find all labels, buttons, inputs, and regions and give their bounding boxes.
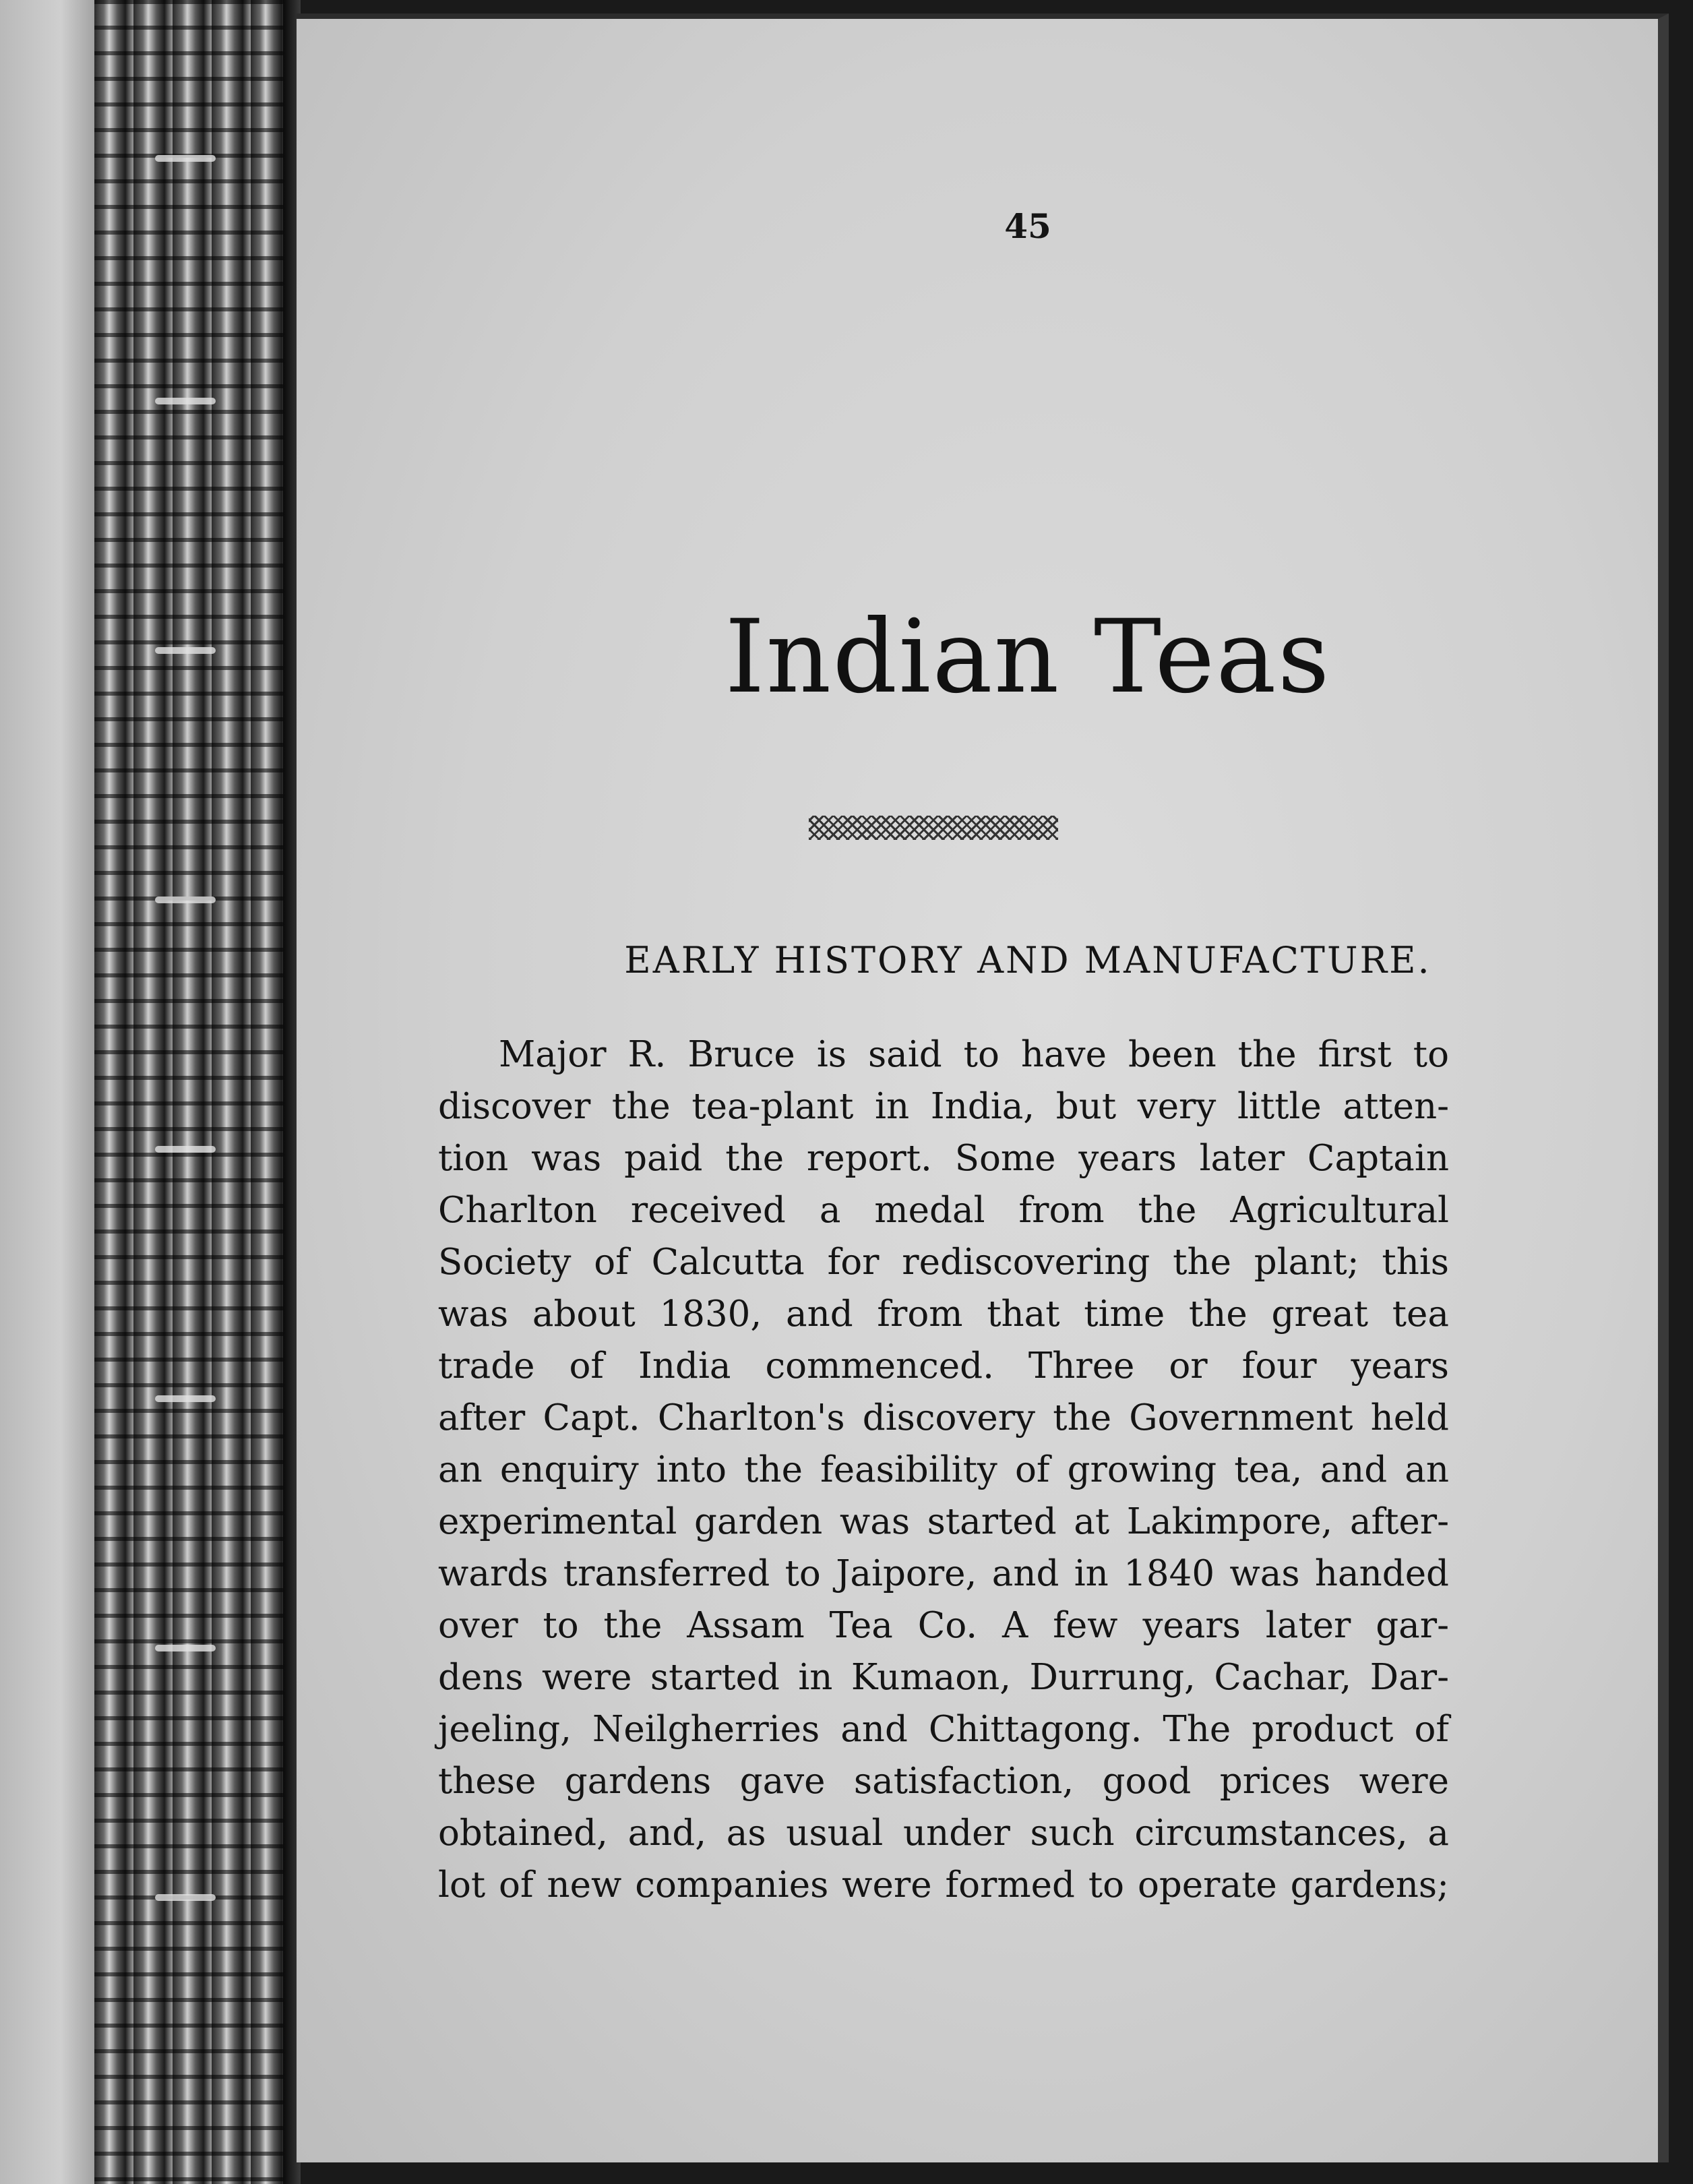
text-line: obtained, and, as usual under such circumstances, a <box>438 1813 1449 1854</box>
text-line: Society of Calcutta for rediscovering the plant; this <box>438 1242 1449 1283</box>
text-line: these gardens gave satisfaction, good prices were <box>438 1761 1449 1802</box>
text-line: tion was paid the report. Some years later Captain <box>438 1138 1449 1179</box>
spine-stitch <box>155 897 216 903</box>
spine-stitch <box>155 398 216 404</box>
text-line: dens were started in Kumaon, Durrung, Cachar, Dar- <box>438 1657 1449 1698</box>
text-line: jeeling, Neilgherries and Chittagong. The product of <box>438 1709 1449 1750</box>
body-paragraph <box>438 1029 1449 1911</box>
spine-stitch <box>155 155 216 162</box>
book-spine <box>94 0 297 2184</box>
text-line: wards transferred to Jaipore, and in 1840 was handed <box>438 1553 1449 1594</box>
text-line: was about 1830, and from that time the great tea <box>438 1294 1449 1335</box>
spine-stitch <box>155 1146 216 1153</box>
right-page <box>297 13 1669 2162</box>
text-line: trade of India commenced. Three or four years <box>438 1345 1449 1387</box>
text-line: lot of new companies were formed to operate gardens; <box>438 1864 1449 1906</box>
section-heading: EARLY HISTORY AND MANUFACTURE. <box>624 939 1432 981</box>
page-title: Indian Teas <box>725 599 1331 716</box>
spine-stitch <box>155 1395 216 1402</box>
spine-stitch <box>155 647 216 654</box>
text-line: discover the tea-plant in India, but very little atten- <box>438 1086 1449 1127</box>
spine-stitch <box>155 1894 216 1901</box>
decorative-ornament <box>809 816 1058 840</box>
text-line: an enquiry into the feasibility of growing tea, and an <box>438 1449 1449 1490</box>
text-line: after Capt. Charlton's discovery the Government held <box>438 1397 1449 1438</box>
left-page-edge <box>0 0 101 2184</box>
page-number: 45 <box>1004 206 1051 246</box>
text-line: over to the Assam Tea Co. A few years later gar- <box>438 1605 1449 1646</box>
text-line: Charlton received a medal from the Agricultural <box>438 1190 1449 1231</box>
spine-stitch <box>155 1645 216 1651</box>
text-line: experimental garden was started at Lakimpore, after- <box>438 1501 1449 1542</box>
text-line: Major R. Bruce is said to have been the first to <box>499 1034 1449 1075</box>
